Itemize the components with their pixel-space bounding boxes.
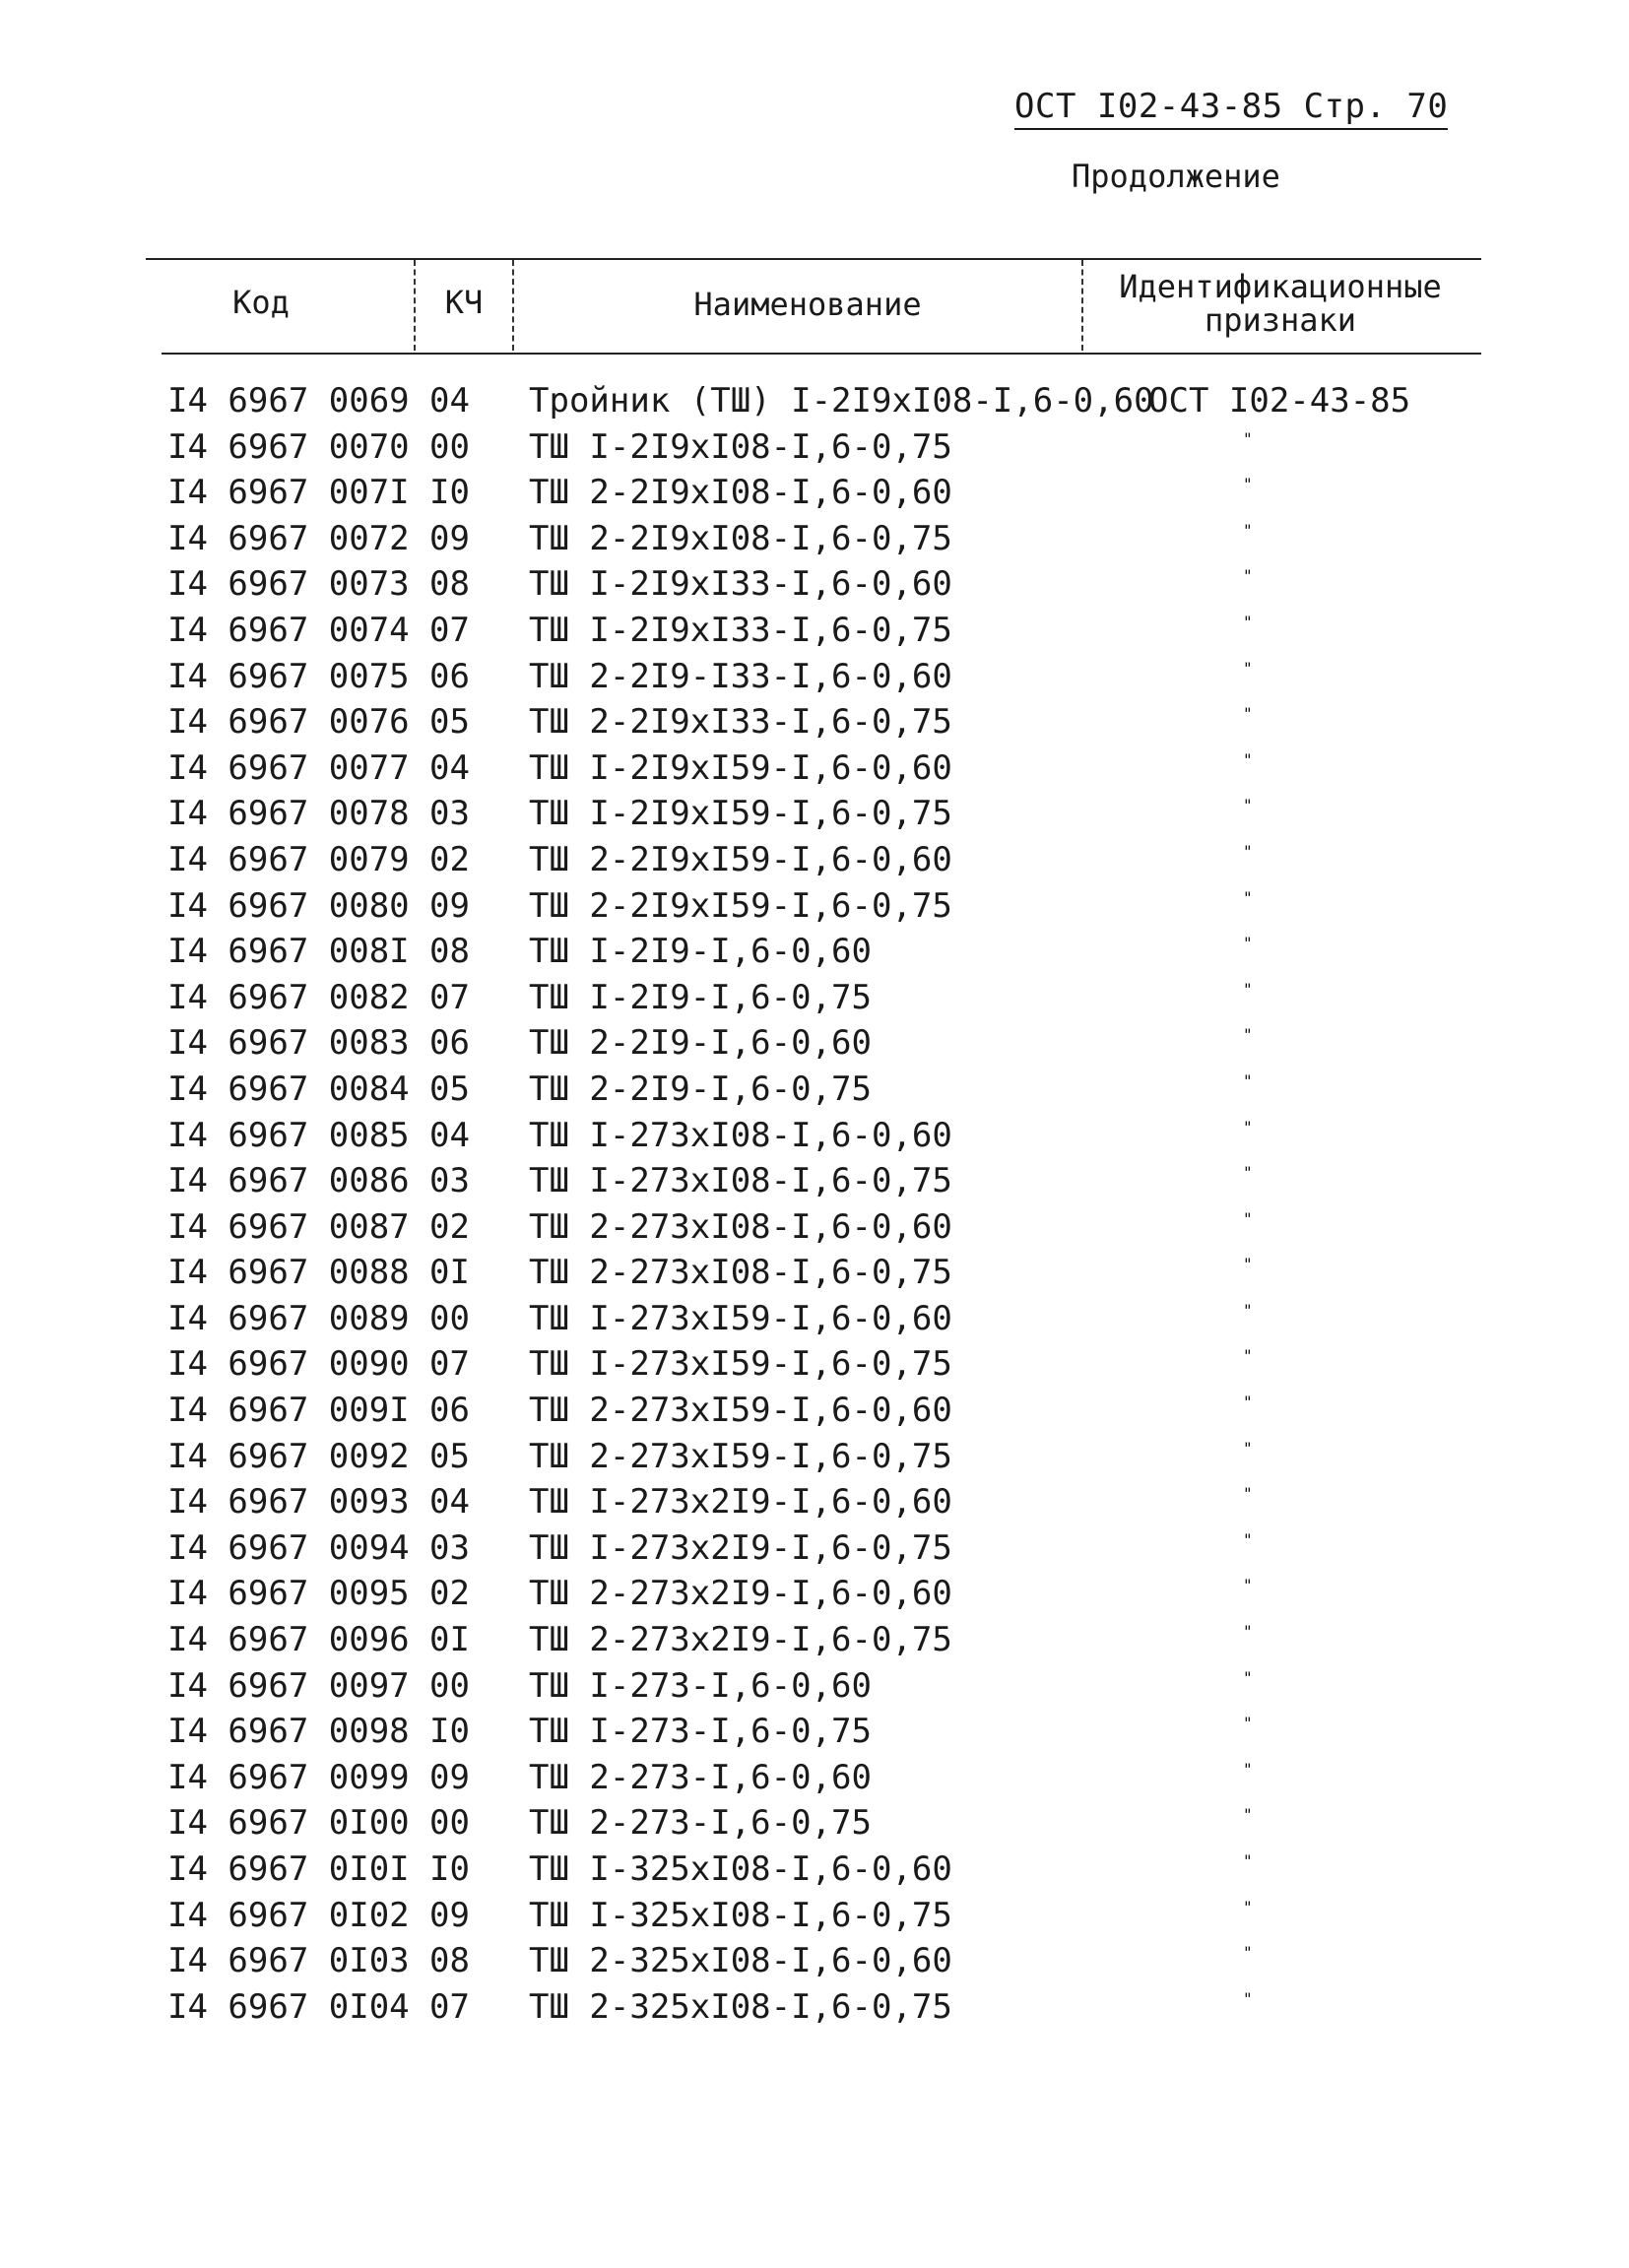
table-row: [0, 1020, 1629, 1067]
kch-cell: 08: [429, 932, 470, 972]
kch-cell: I0: [429, 1849, 470, 1889]
table-row: [0, 608, 1629, 654]
table-header-rule: [162, 353, 1481, 355]
identification-cell: ": [1243, 1576, 1253, 1595]
table-row: [0, 1893, 1629, 1939]
name-cell: ТШ 2-273xI08-I,6-0,75: [529, 1253, 952, 1293]
table-row: [0, 1067, 1629, 1113]
kch-cell: 04: [429, 1482, 470, 1523]
kch-cell: 00: [429, 1665, 470, 1706]
kch-cell: 09: [429, 1757, 470, 1797]
table-row: [0, 561, 1629, 608]
table-row: [0, 1158, 1629, 1204]
kch-cell: 06: [429, 1391, 470, 1431]
table-row: [0, 424, 1629, 471]
name-cell: ТШ I-273x2I9-I,6-0,75: [529, 1527, 952, 1568]
name-cell: ТШ 2-325xI08-I,6-0,60: [529, 1941, 952, 1981]
code-cell: I4 6967 0085: [167, 1115, 410, 1155]
name-cell: ТШ 2-2I9-I33-I,6-0,60: [529, 656, 952, 696]
code-cell: I4 6967 0075: [167, 656, 410, 696]
name-cell: ТШ 2-273x2I9-I,6-0,75: [529, 1620, 952, 1660]
table-row: [0, 378, 1629, 424]
table-row: [0, 470, 1629, 516]
name-cell: ТШ I-2I9-I,6-0,60: [529, 932, 872, 972]
kch-cell: 08: [429, 564, 470, 605]
table-row: [0, 699, 1629, 745]
code-cell: I4 6967 0097: [167, 1665, 410, 1706]
name-cell: ТШ 2-2I9xI33-I,6-0,75: [529, 702, 952, 743]
table-row: [0, 1479, 1629, 1525]
kch-cell: 08: [429, 1941, 470, 1981]
name-cell: ТШ 2-2I9-I,6-0,60: [529, 1023, 872, 1064]
name-cell: ТШ 2-2I9xI08-I,6-0,75: [529, 518, 952, 558]
identification-cell: ": [1243, 1714, 1253, 1733]
identification-cell: ": [1243, 566, 1253, 586]
identification-cell: ": [1243, 520, 1253, 540]
kch-cell: 0I: [429, 1253, 470, 1293]
code-cell: I4 6967 0084: [167, 1069, 410, 1109]
table-row: [0, 1984, 1629, 2031]
column-header-code: Код: [232, 284, 290, 321]
code-cell: I4 6967 0083: [167, 1023, 410, 1064]
kch-cell: 09: [429, 885, 470, 926]
identification-cell: ": [1243, 1070, 1253, 1090]
code-cell: I4 6967 0078: [167, 794, 410, 834]
code-cell: I4 6967 0077: [167, 747, 410, 788]
code-cell: I4 6967 0074: [167, 610, 410, 650]
table-row: [0, 1434, 1629, 1480]
kch-cell: 07: [429, 610, 470, 650]
identification-cell: ": [1243, 1255, 1253, 1274]
identification-cell: ": [1243, 1393, 1253, 1412]
column-divider: [414, 260, 416, 351]
code-cell: I4 6967 0092: [167, 1436, 410, 1476]
table-row: [0, 1113, 1629, 1159]
table-row: [0, 837, 1629, 883]
kch-cell: 09: [429, 518, 470, 558]
name-cell: ТШ 2-325xI08-I,6-0,75: [529, 1986, 952, 2027]
name-cell: ТШ I-273xI08-I,6-0,75: [529, 1161, 952, 1201]
kch-cell: 0I: [429, 1620, 470, 1660]
code-cell: I4 6967 0086: [167, 1161, 410, 1201]
name-cell: ТШ I-273-I,6-0,75: [529, 1712, 872, 1752]
table-row: [0, 1938, 1629, 1984]
table-row: [0, 1388, 1629, 1434]
code-cell: I4 6967 0089: [167, 1298, 410, 1338]
name-cell: ТШ 2-273-I,6-0,75: [529, 1803, 872, 1844]
identification-cell: ": [1243, 658, 1253, 678]
code-cell: I4 6967 0094: [167, 1527, 410, 1568]
identification-cell: ": [1243, 1438, 1253, 1458]
name-cell: ТШ 2-2I9xI59-I,6-0,60: [529, 839, 952, 879]
table-row: [0, 654, 1629, 700]
name-cell: Тройник (ТШ) I-2I9xI08-I,6-0,60: [529, 381, 1154, 421]
table-row: [0, 1296, 1629, 1342]
kch-cell: 00: [429, 426, 470, 467]
kch-cell: 05: [429, 702, 470, 743]
table-row: [0, 929, 1629, 975]
code-cell: I4 6967 0095: [167, 1574, 410, 1614]
name-cell: ТШ I-2I9xI33-I,6-0,60: [529, 564, 952, 605]
name-cell: ТШ 2-2I9-I,6-0,75: [529, 1069, 872, 1109]
column-header-name: Наименование: [693, 286, 922, 323]
table-row: [0, 516, 1629, 562]
identification-cell: ": [1243, 1208, 1253, 1228]
kch-cell: 04: [429, 1115, 470, 1155]
table-row: [0, 1847, 1629, 1893]
code-cell: I4 6967 007I: [167, 473, 410, 513]
identification-cell: ": [1243, 1988, 1253, 2008]
identification-cell: ": [1243, 612, 1253, 631]
name-cell: ТШ I-2I9-I,6-0,75: [529, 977, 872, 1017]
name-cell: ТШ 2-273x2I9-I,6-0,60: [529, 1574, 952, 1614]
table-row: [0, 1204, 1629, 1251]
identification-cell: ": [1243, 887, 1253, 907]
code-cell: I4 6967 0080: [167, 885, 410, 926]
code-cell: I4 6967 0087: [167, 1206, 410, 1247]
kch-cell: 05: [429, 1069, 470, 1109]
identification-cell: ": [1243, 1805, 1253, 1825]
table-row: [0, 1341, 1629, 1388]
code-cell: I4 6967 0I04: [167, 1986, 410, 2027]
table-row: [0, 1755, 1629, 1801]
identification-cell: ": [1243, 1851, 1253, 1870]
table-row: [0, 975, 1629, 1021]
code-cell: I4 6967 0082: [167, 977, 410, 1017]
column-divider: [512, 260, 514, 351]
kch-cell: 06: [429, 656, 470, 696]
table-row: [0, 1617, 1629, 1663]
name-cell: ТШ I-2I9xI59-I,6-0,60: [529, 747, 952, 788]
continuation-label: Продолжение: [1072, 158, 1280, 195]
identification-cell: ": [1243, 1025, 1253, 1045]
kch-cell: 03: [429, 1161, 470, 1201]
table-row: [0, 791, 1629, 837]
table-body: [0, 378, 1629, 2030]
code-cell: I4 6967 0069: [167, 381, 410, 421]
column-header-identification: Идентификационные признаки: [1119, 268, 1442, 339]
kch-cell: 00: [429, 1298, 470, 1338]
name-cell: ТШ 2-273-I,6-0,60: [529, 1757, 872, 1797]
table-row: [0, 1525, 1629, 1572]
identification-cell: ": [1243, 1622, 1253, 1642]
code-cell: I4 6967 0076: [167, 702, 410, 743]
code-cell: I4 6967 0099: [167, 1757, 410, 1797]
identification-cell: ": [1243, 1667, 1253, 1687]
identification-cell: ": [1243, 749, 1253, 769]
code-cell: I4 6967 0I02: [167, 1895, 410, 1935]
code-cell: I4 6967 0I03: [167, 1941, 410, 1981]
name-cell: ТШ I-273x2I9-I,6-0,60: [529, 1482, 952, 1523]
table-row: [0, 1709, 1629, 1755]
kch-cell: 02: [429, 839, 470, 879]
table-row: [0, 1571, 1629, 1617]
kch-cell: I0: [429, 473, 470, 513]
code-cell: I4 6967 0072: [167, 518, 410, 558]
code-cell: I4 6967 0098: [167, 1712, 410, 1752]
kch-cell: 04: [429, 381, 470, 421]
code-cell: I4 6967 0073: [167, 564, 410, 605]
identification-cell: ": [1243, 979, 1253, 999]
table-row: [0, 1663, 1629, 1710]
kch-cell: 09: [429, 1895, 470, 1935]
column-header-kch: КЧ: [444, 284, 484, 321]
name-cell: ТШ I-325xI08-I,6-0,60: [529, 1849, 952, 1889]
code-cell: I4 6967 009I: [167, 1391, 410, 1431]
code-cell: I4 6967 0070: [167, 426, 410, 467]
table-top-rule: [146, 258, 1481, 260]
identification-cell: ": [1243, 1897, 1253, 1916]
code-cell: I4 6967 0I00: [167, 1803, 410, 1844]
kch-cell: 07: [429, 1986, 470, 2027]
column-divider: [1081, 260, 1083, 351]
identification-cell: ": [1243, 1529, 1253, 1549]
name-cell: ТШ I-273xI59-I,6-0,60: [529, 1298, 952, 1338]
kch-cell: 07: [429, 1344, 470, 1385]
name-cell: ТШ I-325xI08-I,6-0,75: [529, 1895, 952, 1935]
code-cell: I4 6967 0079: [167, 839, 410, 879]
document-reference: ОСТ I02-43-85 Стр. 70: [1014, 87, 1448, 130]
kch-cell: 07: [429, 977, 470, 1017]
kch-cell: I0: [429, 1712, 470, 1752]
identification-cell: ": [1243, 428, 1253, 448]
kch-cell: 06: [429, 1023, 470, 1064]
name-cell: ТШ 2-273xI59-I,6-0,75: [529, 1436, 952, 1476]
identification-cell: ": [1243, 1943, 1253, 1963]
name-cell: ТШ 2-2I9xI59-I,6-0,75: [529, 885, 952, 926]
name-cell: ТШ I-273xI59-I,6-0,75: [529, 1344, 952, 1385]
identification-cell: ": [1243, 1300, 1253, 1320]
kch-cell: 04: [429, 747, 470, 788]
code-cell: I4 6967 008I: [167, 932, 410, 972]
identification-cell: ": [1243, 704, 1253, 724]
identification-cell: ": [1243, 1484, 1253, 1504]
name-cell: ТШ I-273-I,6-0,60: [529, 1665, 872, 1706]
table-row: [0, 1800, 1629, 1847]
code-cell: I4 6967 0088: [167, 1253, 410, 1293]
kch-cell: 00: [429, 1803, 470, 1844]
name-cell: ТШ I-2I9xI59-I,6-0,75: [529, 794, 952, 834]
identification-cell: ": [1243, 796, 1253, 815]
identification-cell: ": [1243, 1759, 1253, 1779]
name-cell: ТШ 2-2I9xI08-I,6-0,60: [529, 473, 952, 513]
table-row: [0, 1250, 1629, 1296]
identification-cell: ": [1243, 1163, 1253, 1183]
identification-cell: ": [1243, 841, 1253, 861]
kch-cell: 03: [429, 794, 470, 834]
identification-cell: ": [1243, 1117, 1253, 1136]
table-row: [0, 883, 1629, 930]
kch-cell: 03: [429, 1527, 470, 1568]
identification-cell: ": [1243, 475, 1253, 494]
identification-cell: ": [1243, 934, 1253, 953]
identification-cell: ": [1243, 1346, 1253, 1366]
table-row: [0, 745, 1629, 792]
kch-cell: 02: [429, 1206, 470, 1247]
kch-cell: 02: [429, 1574, 470, 1614]
code-cell: I4 6967 0096: [167, 1620, 410, 1660]
code-cell: I4 6967 0090: [167, 1344, 410, 1385]
code-cell: I4 6967 0I0I: [167, 1849, 410, 1889]
name-cell: ТШ I-2I9xI08-I,6-0,75: [529, 426, 952, 467]
name-cell: ТШ I-2I9xI33-I,6-0,75: [529, 610, 952, 650]
kch-cell: 05: [429, 1436, 470, 1476]
code-cell: I4 6967 0093: [167, 1482, 410, 1523]
name-cell: ТШ I-273xI08-I,6-0,60: [529, 1115, 952, 1155]
name-cell: ТШ 2-273xI59-I,6-0,60: [529, 1391, 952, 1431]
identification-cell: ОСТ I02-43-85: [1148, 381, 1411, 421]
name-cell: ТШ 2-273xI08-I,6-0,60: [529, 1206, 952, 1247]
